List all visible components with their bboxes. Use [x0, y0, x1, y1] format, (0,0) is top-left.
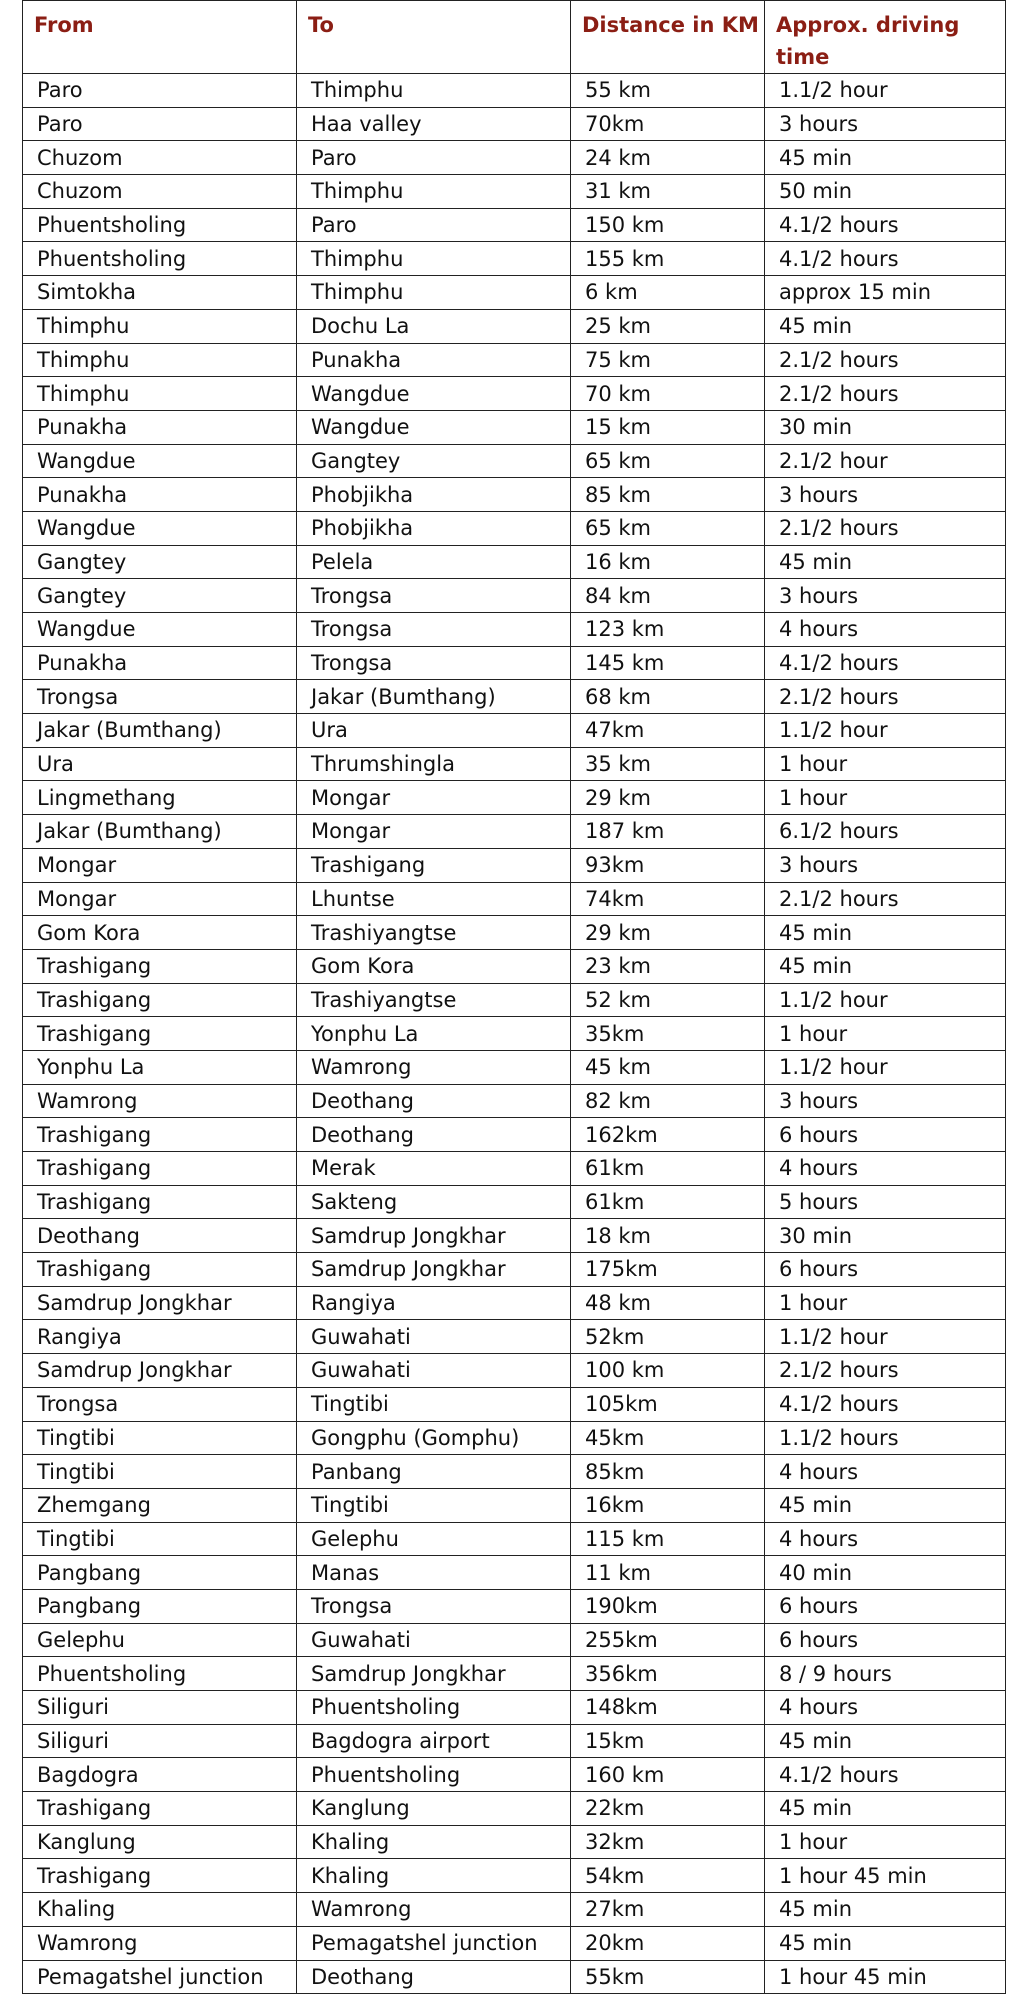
cell-to: Deothang — [297, 1960, 571, 1994]
cell-distance: 45km — [571, 1421, 765, 1455]
cell-distance: 32km — [571, 1825, 765, 1859]
cell-driving-time: 45 min — [765, 916, 1006, 950]
cell-from: Punakha — [23, 478, 297, 512]
cell-driving-time: 45 min — [765, 141, 1006, 175]
cell-from: Thimphu — [23, 309, 297, 343]
cell-to: Sakteng — [297, 1185, 571, 1219]
cell-from: Pangbang — [23, 1556, 297, 1590]
cell-to: Wangdue — [297, 410, 571, 444]
cell-driving-time: 6.1/2 hours — [765, 815, 1006, 849]
cell-from: Khaling — [23, 1893, 297, 1927]
cell-distance: 356km — [571, 1657, 765, 1691]
cell-driving-time: 45 min — [765, 1926, 1006, 1960]
cell-distance: 175km — [571, 1253, 765, 1287]
cell-to: Dochu La — [297, 309, 571, 343]
cell-to: Paro — [297, 208, 571, 242]
table-row — [23, 1286, 1006, 1320]
cell-from: Wangdue — [23, 444, 297, 478]
cell-from: Wamrong — [23, 1926, 297, 1960]
cell-driving-time: 4 hours — [765, 1691, 1006, 1725]
cell-from: Trashigang — [23, 1859, 297, 1893]
cell-from: Samdrup Jongkhar — [23, 1354, 297, 1388]
header-row — [23, 1, 1006, 74]
cell-from: Trashigang — [23, 1017, 297, 1051]
cell-driving-time: 4 hours — [765, 1522, 1006, 1556]
cell-distance: 52km — [571, 1320, 765, 1354]
cell-from: Wangdue — [23, 511, 297, 545]
cell-driving-time: 45 min — [765, 1792, 1006, 1826]
table-row — [23, 1589, 1006, 1623]
cell-from: Trongsa — [23, 1387, 297, 1421]
cell-to: Trashigang — [297, 848, 571, 882]
cell-from: Thimphu — [23, 377, 297, 411]
cell-to: Trongsa — [297, 1589, 571, 1623]
cell-from: Gangtey — [23, 579, 297, 613]
cell-distance: 93km — [571, 848, 765, 882]
cell-to: Samdrup Jongkhar — [297, 1219, 571, 1253]
cell-driving-time: 2.1/2 hours — [765, 882, 1006, 916]
cell-from: Zhemgang — [23, 1488, 297, 1522]
cell-to: Phobjikha — [297, 478, 571, 512]
cell-distance: 29 km — [571, 916, 765, 950]
cell-distance: 52 km — [571, 983, 765, 1017]
cell-from: Gom Kora — [23, 916, 297, 950]
cell-driving-time: 1.1/2 hour — [765, 1320, 1006, 1354]
table-row — [23, 1185, 1006, 1219]
cell-from: Punakha — [23, 646, 297, 680]
cell-distance: 24 km — [571, 141, 765, 175]
cell-from: Phuentsholing — [23, 208, 297, 242]
cell-driving-time: 1 hour — [765, 781, 1006, 815]
table-row — [23, 815, 1006, 849]
cell-driving-time: 1 hour 45 min — [765, 1960, 1006, 1994]
cell-distance: 22km — [571, 1792, 765, 1826]
cell-distance: 35km — [571, 1017, 765, 1051]
cell-to: Pemagatshel junction — [297, 1926, 571, 1960]
cell-distance: 15km — [571, 1724, 765, 1758]
cell-distance: 70km — [571, 107, 765, 141]
cell-driving-time: 1 hour — [765, 1017, 1006, 1051]
cell-from: Trashigang — [23, 1185, 297, 1219]
cell-to: Phobjikha — [297, 511, 571, 545]
cell-distance: 65 km — [571, 444, 765, 478]
cell-from: Thimphu — [23, 343, 297, 377]
cell-to: Phuentsholing — [297, 1758, 571, 1792]
cell-from: Pemagatshel junction — [23, 1960, 297, 1994]
cell-distance: 35 km — [571, 747, 765, 781]
cell-driving-time: 1 hour — [765, 747, 1006, 781]
table-row — [23, 1825, 1006, 1859]
cell-distance: 100 km — [571, 1354, 765, 1388]
cell-from: Trongsa — [23, 680, 297, 714]
cell-to: Thimphu — [297, 175, 571, 209]
cell-driving-time: 45 min — [765, 1488, 1006, 1522]
cell-driving-time: 1.1/2 hours — [765, 1421, 1006, 1455]
cell-to: Trashiyangtse — [297, 916, 571, 950]
table-body — [23, 74, 1006, 1994]
cell-to: Tingtibi — [297, 1387, 571, 1421]
table-row — [23, 208, 1006, 242]
cell-to: Panbang — [297, 1455, 571, 1489]
table-row — [23, 781, 1006, 815]
cell-driving-time: 2.1/2 hours — [765, 343, 1006, 377]
cell-to: Wamrong — [297, 1893, 571, 1927]
cell-from: Bagdogra — [23, 1758, 297, 1792]
cell-driving-time: 3 hours — [765, 1084, 1006, 1118]
cell-distance: 123 km — [571, 613, 765, 647]
cell-distance: 18 km — [571, 1219, 765, 1253]
cell-distance: 65 km — [571, 511, 765, 545]
table-row — [23, 1556, 1006, 1590]
cell-driving-time: 30 min — [765, 1219, 1006, 1253]
cell-driving-time: 2.1/2 hours — [765, 1354, 1006, 1388]
table-row — [23, 646, 1006, 680]
cell-driving-time: 2.1/2 hour — [765, 444, 1006, 478]
cell-distance: 27km — [571, 1893, 765, 1927]
table-row — [23, 1387, 1006, 1421]
cell-distance: 61km — [571, 1185, 765, 1219]
table-row — [23, 141, 1006, 175]
table-row — [23, 410, 1006, 444]
table-row — [23, 1724, 1006, 1758]
cell-to: Paro — [297, 141, 571, 175]
cell-to: Wamrong — [297, 1050, 571, 1084]
cell-driving-time: 1 hour — [765, 1286, 1006, 1320]
header-to: To — [297, 1, 571, 74]
table-row — [23, 1354, 1006, 1388]
cell-distance: 23 km — [571, 949, 765, 983]
cell-distance: 16km — [571, 1488, 765, 1522]
cell-to: Wangdue — [297, 377, 571, 411]
cell-driving-time: 1 hour 45 min — [765, 1859, 1006, 1893]
cell-driving-time: 4.1/2 hours — [765, 242, 1006, 276]
cell-from: Jakar (Bumthang) — [23, 714, 297, 748]
cell-to: Thrumshingla — [297, 747, 571, 781]
table-row — [23, 1926, 1006, 1960]
cell-from: Trashigang — [23, 1792, 297, 1826]
table-row — [23, 882, 1006, 916]
cell-to: Thimphu — [297, 242, 571, 276]
cell-to: Yonphu La — [297, 1017, 571, 1051]
table-row — [23, 107, 1006, 141]
cell-from: Jakar (Bumthang) — [23, 815, 297, 849]
cell-distance: 84 km — [571, 579, 765, 613]
cell-distance: 48 km — [571, 1286, 765, 1320]
cell-from: Tingtibi — [23, 1455, 297, 1489]
cell-driving-time: 2.1/2 hours — [765, 511, 1006, 545]
cell-from: Tingtibi — [23, 1421, 297, 1455]
cell-from: Phuentsholing — [23, 1657, 297, 1691]
cell-driving-time: 40 min — [765, 1556, 1006, 1590]
cell-distance: 85 km — [571, 478, 765, 512]
table-row — [23, 1118, 1006, 1152]
cell-distance: 61km — [571, 1152, 765, 1186]
cell-distance: 20km — [571, 1926, 765, 1960]
cell-driving-time: 4.1/2 hours — [765, 208, 1006, 242]
cell-from: Mongar — [23, 848, 297, 882]
cell-distance: 29 km — [571, 781, 765, 815]
cell-distance: 82 km — [571, 1084, 765, 1118]
header-driving-time: Approx. driving time — [765, 1, 1006, 74]
cell-from: Tingtibi — [23, 1522, 297, 1556]
cell-driving-time: 6 hours — [765, 1253, 1006, 1287]
table-row — [23, 1320, 1006, 1354]
cell-driving-time: 45 min — [765, 309, 1006, 343]
cell-to: Merak — [297, 1152, 571, 1186]
cell-from: Gangtey — [23, 545, 297, 579]
cell-from: Samdrup Jongkhar — [23, 1286, 297, 1320]
cell-to: Guwahati — [297, 1354, 571, 1388]
table-row — [23, 1084, 1006, 1118]
table-row — [23, 848, 1006, 882]
cell-from: Pangbang — [23, 1589, 297, 1623]
cell-distance: 54km — [571, 1859, 765, 1893]
cell-from: Ura — [23, 747, 297, 781]
cell-driving-time: 6 hours — [765, 1623, 1006, 1657]
table-row — [23, 545, 1006, 579]
cell-to: Guwahati — [297, 1623, 571, 1657]
cell-driving-time: 30 min — [765, 410, 1006, 444]
cell-from: Siliguri — [23, 1724, 297, 1758]
cell-to: Gongphu (Gomphu) — [297, 1421, 571, 1455]
cell-distance: 70 km — [571, 377, 765, 411]
cell-distance: 11 km — [571, 1556, 765, 1590]
cell-driving-time: 5 hours — [765, 1185, 1006, 1219]
table-row — [23, 579, 1006, 613]
cell-from: Lingmethang — [23, 781, 297, 815]
cell-driving-time: 4 hours — [765, 613, 1006, 647]
cell-driving-time: 1.1/2 hour — [765, 74, 1006, 108]
cell-to: Thimphu — [297, 74, 571, 108]
cell-to: Jakar (Bumthang) — [297, 680, 571, 714]
cell-driving-time: 4 hours — [765, 1455, 1006, 1489]
cell-to: Khaling — [297, 1825, 571, 1859]
table-row — [23, 1792, 1006, 1826]
cell-driving-time: 4.1/2 hours — [765, 1387, 1006, 1421]
cell-from: Rangiya — [23, 1320, 297, 1354]
table-row — [23, 1152, 1006, 1186]
table-row — [23, 916, 1006, 950]
table-row — [23, 983, 1006, 1017]
cell-from: Siliguri — [23, 1691, 297, 1725]
cell-from: Wangdue — [23, 613, 297, 647]
cell-from: Trashigang — [23, 949, 297, 983]
cell-from: Gelephu — [23, 1623, 297, 1657]
cell-from: Trashigang — [23, 1152, 297, 1186]
cell-to: Mongar — [297, 781, 571, 815]
cell-distance: 68 km — [571, 680, 765, 714]
table-row — [23, 74, 1006, 108]
cell-to: Haa valley — [297, 107, 571, 141]
cell-distance: 155 km — [571, 242, 765, 276]
cell-driving-time: 6 hours — [765, 1118, 1006, 1152]
cell-distance: 160 km — [571, 1758, 765, 1792]
table-row — [23, 377, 1006, 411]
header-distance: Distance in KM — [571, 1, 765, 74]
cell-to: Guwahati — [297, 1320, 571, 1354]
cell-driving-time: 1.1/2 hour — [765, 714, 1006, 748]
cell-from: Chuzom — [23, 175, 297, 209]
cell-distance: 55km — [571, 1960, 765, 1994]
cell-to: Trongsa — [297, 613, 571, 647]
cell-to: Rangiya — [297, 1286, 571, 1320]
cell-driving-time: 4 hours — [765, 1152, 1006, 1186]
table-row — [23, 1960, 1006, 1994]
cell-to: Deothang — [297, 1084, 571, 1118]
cell-driving-time: 45 min — [765, 1893, 1006, 1927]
cell-distance: 15 km — [571, 410, 765, 444]
cell-to: Mongar — [297, 815, 571, 849]
table-row — [23, 444, 1006, 478]
cell-driving-time: 8 / 9 hours — [765, 1657, 1006, 1691]
cell-from: Simtokha — [23, 276, 297, 310]
table-row — [23, 511, 1006, 545]
cell-to: Samdrup Jongkhar — [297, 1253, 571, 1287]
table-row — [23, 1253, 1006, 1287]
table-row — [23, 747, 1006, 781]
cell-to: Gelephu — [297, 1522, 571, 1556]
table-row — [23, 478, 1006, 512]
cell-distance: 6 km — [571, 276, 765, 310]
cell-to: Ura — [297, 714, 571, 748]
cell-from: Trashigang — [23, 983, 297, 1017]
cell-from: Paro — [23, 107, 297, 141]
table-row — [23, 1017, 1006, 1051]
cell-to: Trashiyangtse — [297, 983, 571, 1017]
cell-from: Chuzom — [23, 141, 297, 175]
table-row — [23, 1691, 1006, 1725]
cell-driving-time: 45 min — [765, 949, 1006, 983]
cell-distance: 145 km — [571, 646, 765, 680]
table-row — [23, 1522, 1006, 1556]
cell-distance: 115 km — [571, 1522, 765, 1556]
table-row — [23, 1050, 1006, 1084]
cell-to: Khaling — [297, 1859, 571, 1893]
cell-driving-time: 3 hours — [765, 478, 1006, 512]
cell-distance: 255km — [571, 1623, 765, 1657]
cell-driving-time: 1.1/2 hour — [765, 983, 1006, 1017]
cell-distance: 25 km — [571, 309, 765, 343]
cell-driving-time: 2.1/2 hours — [765, 680, 1006, 714]
cell-from: Paro — [23, 74, 297, 108]
cell-from: Deothang — [23, 1219, 297, 1253]
cell-distance: 45 km — [571, 1050, 765, 1084]
table-row — [23, 1455, 1006, 1489]
cell-driving-time: 45 min — [765, 545, 1006, 579]
table-row — [23, 1421, 1006, 1455]
header-from: From — [23, 1, 297, 74]
cell-to: Phuentsholing — [297, 1691, 571, 1725]
cell-to: Punakha — [297, 343, 571, 377]
cell-to: Gom Kora — [297, 949, 571, 983]
cell-to: Deothang — [297, 1118, 571, 1152]
cell-from: Trashigang — [23, 1253, 297, 1287]
cell-to: Samdrup Jongkhar — [297, 1657, 571, 1691]
cell-from: Phuentsholing — [23, 242, 297, 276]
cell-driving-time: approx 15 min — [765, 276, 1006, 310]
table-row — [23, 1657, 1006, 1691]
cell-from: Yonphu La — [23, 1050, 297, 1084]
cell-distance: 47km — [571, 714, 765, 748]
table-row — [23, 309, 1006, 343]
cell-to: Trongsa — [297, 579, 571, 613]
table-row — [23, 1859, 1006, 1893]
cell-distance: 187 km — [571, 815, 765, 849]
cell-driving-time: 2.1/2 hours — [765, 377, 1006, 411]
cell-from: Trashigang — [23, 1118, 297, 1152]
table-row — [23, 680, 1006, 714]
cell-from: Punakha — [23, 410, 297, 444]
cell-from: Kanglung — [23, 1825, 297, 1859]
cell-distance: 162km — [571, 1118, 765, 1152]
cell-distance: 74km — [571, 882, 765, 916]
cell-driving-time: 4.1/2 hours — [765, 646, 1006, 680]
cell-from: Mongar — [23, 882, 297, 916]
cell-distance: 190km — [571, 1589, 765, 1623]
table-row — [23, 242, 1006, 276]
cell-driving-time: 3 hours — [765, 579, 1006, 613]
cell-to: Thimphu — [297, 276, 571, 310]
cell-to: Kanglung — [297, 1792, 571, 1826]
cell-distance: 150 km — [571, 208, 765, 242]
cell-from: Wamrong — [23, 1084, 297, 1118]
cell-to: Lhuntse — [297, 882, 571, 916]
table-row — [23, 1219, 1006, 1253]
table-row — [23, 714, 1006, 748]
cell-driving-time: 1.1/2 hour — [765, 1050, 1006, 1084]
table-row — [23, 949, 1006, 983]
cell-distance: 148km — [571, 1691, 765, 1725]
table-row — [23, 613, 1006, 647]
cell-distance: 75 km — [571, 343, 765, 377]
cell-to: Bagdogra airport — [297, 1724, 571, 1758]
cell-to: Tingtibi — [297, 1488, 571, 1522]
cell-distance: 105km — [571, 1387, 765, 1421]
table-row — [23, 1488, 1006, 1522]
cell-to: Trongsa — [297, 646, 571, 680]
cell-to: Gangtey — [297, 444, 571, 478]
cell-distance: 31 km — [571, 175, 765, 209]
table-row — [23, 175, 1006, 209]
cell-driving-time: 3 hours — [765, 848, 1006, 882]
cell-driving-time: 4.1/2 hours — [765, 1758, 1006, 1792]
cell-distance: 85km — [571, 1455, 765, 1489]
cell-driving-time: 3 hours — [765, 107, 1006, 141]
table-row — [23, 1623, 1006, 1657]
table-row — [23, 1758, 1006, 1792]
table-row — [23, 276, 1006, 310]
table-row — [23, 343, 1006, 377]
cell-driving-time: 1 hour — [765, 1825, 1006, 1859]
cell-driving-time: 45 min — [765, 1724, 1006, 1758]
cell-to: Pelela — [297, 545, 571, 579]
table-row — [23, 1893, 1006, 1927]
cell-to: Manas — [297, 1556, 571, 1590]
distance-table — [22, 0, 1006, 1994]
cell-distance: 16 km — [571, 545, 765, 579]
cell-distance: 55 km — [571, 74, 765, 108]
cell-driving-time: 50 min — [765, 175, 1006, 209]
cell-driving-time: 6 hours — [765, 1589, 1006, 1623]
